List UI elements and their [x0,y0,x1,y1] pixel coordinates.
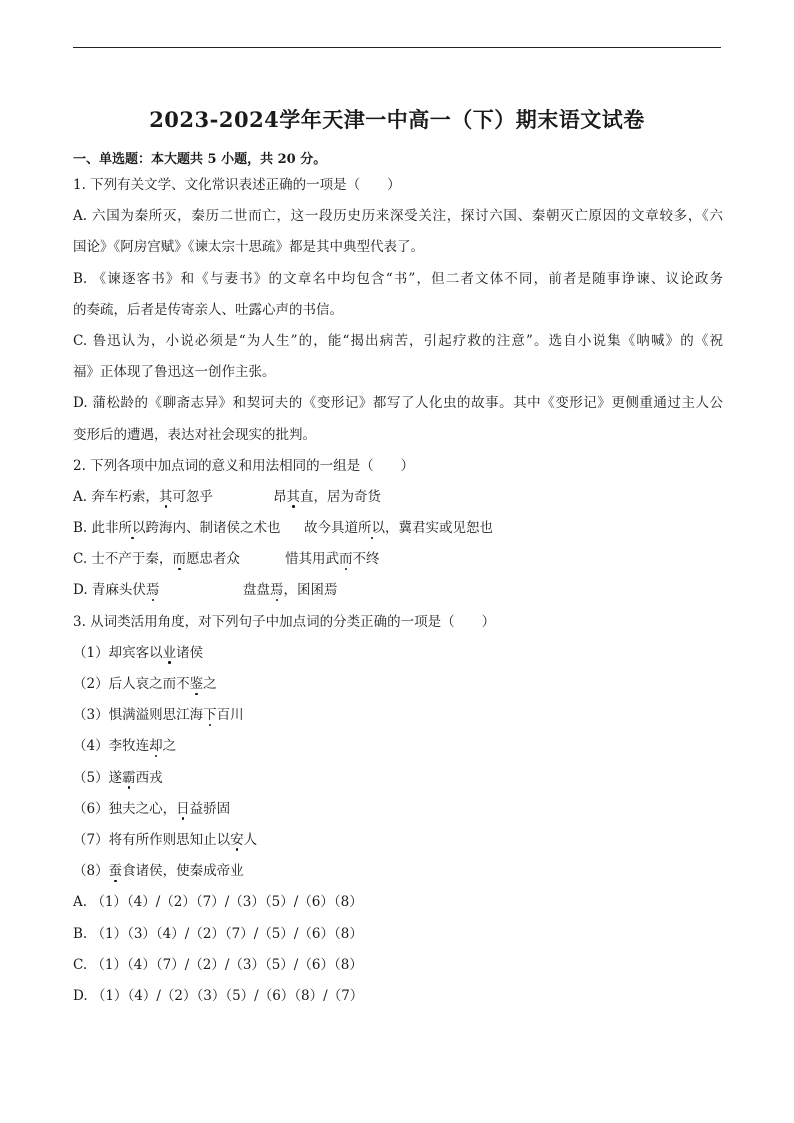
dotted-word: 而 [339,551,353,568]
q3-option-c: C. （1）（4）（7）/（2）/（3）（5）/（6）（8） [73,956,363,973]
q3-sentence: （7）将有所作则思知止以安人 [73,831,258,848]
page-title: 2023-2024学年天津一中高一（下）期末语文试卷 [149,107,645,132]
q2-option-b-second: 故今具道所以，冀君实或见恕也 [304,520,493,537]
dotted-word: 蚕 [108,863,123,880]
dotted-word: 其 [286,488,300,505]
dotted-word: 却 [149,738,163,755]
q3-sentence-list [73,638,723,888]
q2-option-b-first: B. 此非所以跨海内、制诸侯之术也 [73,520,281,537]
dotted-word: 下 [203,707,217,724]
q2-option-a-first: A. 奔车朽索，其可忽乎 [73,488,213,505]
dotted-word: 安 [230,831,244,848]
section-heading: 一、单选题：本大题共 5 小题，共 20 分。 [73,152,327,167]
q1-option-b-line2: 的奏疏，后者是传寄亲人、吐露心声的书信。 [73,301,343,318]
q3-option-d: D. （1）（4）/（2）（3）（5）/（6）（8）/（7） [73,987,364,1004]
dotted-word: 日 [176,800,190,817]
q3-option-a: A. （1）（4）/（2）（7）/（3）（5）/（6）（8） [73,894,363,911]
dotted-word: 焉 [270,582,284,599]
q2-option-a-second: 昂其直，居为奇货 [273,488,381,505]
q3-sentence: （3）惧满溢则思江海下百川 [73,707,244,724]
dotted-word: 鉴 [189,676,204,692]
q2-option-d-second: 盘盘焉，囷囷焉 [243,582,338,599]
q1-option-a-line1: A. 六国为秦所灭，秦历二世而亡，这一段历史历来深受关注，探讨六国、秦朝灭亡原因的文章较多，《六 [73,208,723,225]
q3-sentence: （1）却宾客以业诸侯 [73,644,204,661]
q1-option-c-line1: C. 鲁迅认为，小说必须是“为人生”的，能“揭出病苦，引起疗救的注意”。选自小说集《呐喊》的《祝 [73,332,723,349]
q3-sentence: （5）遂霸西戎 [73,769,163,786]
dotted-word: 霸 [122,769,136,786]
dotted-word: 其 [158,488,173,505]
q2-option-b [73,513,723,544]
q1-option-d-line2: 变形后的遭遇，表达对社会现实的批判。 [73,426,316,443]
q3-sentence: （2）后人哀之而不鉴之 [73,676,217,692]
q2-option-a [73,482,723,513]
q3-sentence: （4）李牧连却之 [73,738,177,755]
dotted-word: 所以 [118,520,146,537]
q1-stem: 1. 下列有关文学、文化常识表述正确的一项是（ ） [73,177,401,193]
dotted-word: 所以 [358,520,385,537]
dotted-word: 焉 [145,582,160,599]
q1-option-b-line1: B. 《谏逐客书》和《与妻书》的文章名中均包含“书”，但二者文体不同，前者是随事诤谏、议论政务 [73,270,723,287]
q2-option-c [73,544,723,575]
dotted-word: 业 [162,644,177,661]
q3-sentence: （8）蚕食诸侯，使秦成帝业 [73,863,244,880]
q3-sentence: （6）独夫之心，日益骄固 [73,800,231,817]
q2-option-d [73,575,723,606]
q2-stem: 2. 下列各项中加点词的意义和用法相同的一组是（ ） [73,457,415,474]
q2-option-c-first: C. 士不产于秦，而愿忠者众 [73,551,240,568]
q2-option-d-first: D. 青麻头伏焉 [73,582,160,599]
header-rule [73,47,721,48]
q1-option-c-line2: 福》正体现了鲁迅这一创作主张。 [73,364,276,381]
q1-option-a-line2: 国论》《阿房宫赋》《谏太宗十思疏》都是其中典型代表了。 [73,239,424,256]
q3-stem: 3. 从词类活用角度，对下列句子中加点词的分类正确的一项是（ ） [73,613,496,630]
exam-content [73,170,723,1012]
q3-option-b: B. （1）（3）（4）/（2）（7）/（5）/（6）（8） [73,925,363,942]
q2-option-c-second: 惜其用武而不终 [285,551,380,568]
q1-option-d-line1: D. 蒲松龄的《聊斋志异》和契诃夫的《变形记》都写了人化虫的故事。其中《变形记》更侧重通过主人公 [73,395,723,412]
dotted-word: 而 [172,551,186,568]
